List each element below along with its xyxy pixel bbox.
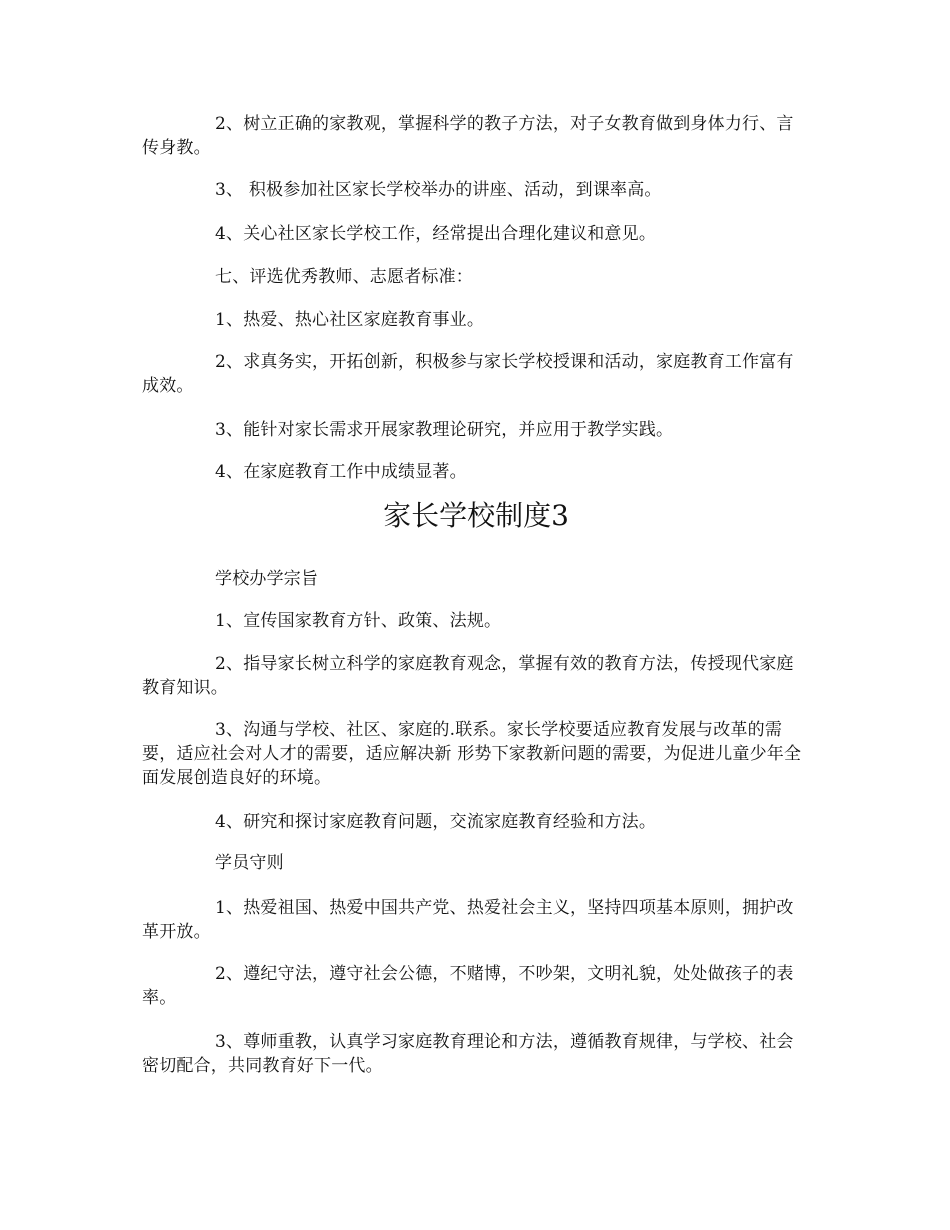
paragraph: 3、尊师重教，认真学习家庭教育理论和方法，遵循教育规律，与学校、社会密切配合，共同教育好下一代。 [142, 1032, 794, 1076]
paragraph: 3、沟通与学校、社区、家庭的.联系。家长学校要适应教育发展与改革的需要，适应社会对人才的需要，适应解决新 形势下家教新问题的需要，为促进儿童少年全面发展创造良好的环境。 [142, 720, 802, 788]
paragraph: 2、树立正确的家教观，掌握科学的教子方法，对子女教育做到身体力行、言传身教。 [142, 114, 794, 158]
paragraph: 4、研究和探讨家庭教育问题，交流家庭教育经验和方法。 [215, 812, 657, 832]
section-heading: 学校办学宗旨 [215, 569, 319, 589]
paragraph: 4、在家庭教育工作中成绩显著。 [215, 462, 467, 482]
paragraph: 3、能针对家长需求开展家教理论研究，并应用于教学实践。 [215, 420, 674, 440]
section-heading: 七、评选优秀教师、志愿者标准： [215, 267, 473, 287]
paragraph: 4、关心社区家长学校工作，经常提出合理化建议和意见。 [215, 224, 657, 244]
paragraph: 2、指导家长树立科学的家庭教育观念，掌握有效的教育方法，传授现代家庭教育知识。 [142, 654, 794, 698]
section-heading: 学员守则 [215, 853, 284, 873]
paragraph: 2、求真务实，开拓创新，积极参与家长学校授课和活动，家庭教育工作富有成效。 [142, 352, 794, 396]
paragraph: 1、热爱、热心社区家庭教育事业。 [215, 310, 485, 330]
paragraph: 2、遵纪守法，遵守社会公德，不赌博，不吵架，文明礼貌，处处做孩子的表率。 [142, 964, 794, 1008]
document-title: 家长学校制度3 [383, 499, 569, 532]
paragraph: 3、 积极参加社区家长学校举办的讲座、活动，到课率高。 [215, 180, 662, 200]
paragraph: 1、热爱祖国、热爱中国共产党、热爱社会主义，坚持四项基本原则，拥护改革开放。 [142, 898, 794, 942]
paragraph: 1、宣传国家教育方针、政策、法规。 [215, 611, 502, 631]
